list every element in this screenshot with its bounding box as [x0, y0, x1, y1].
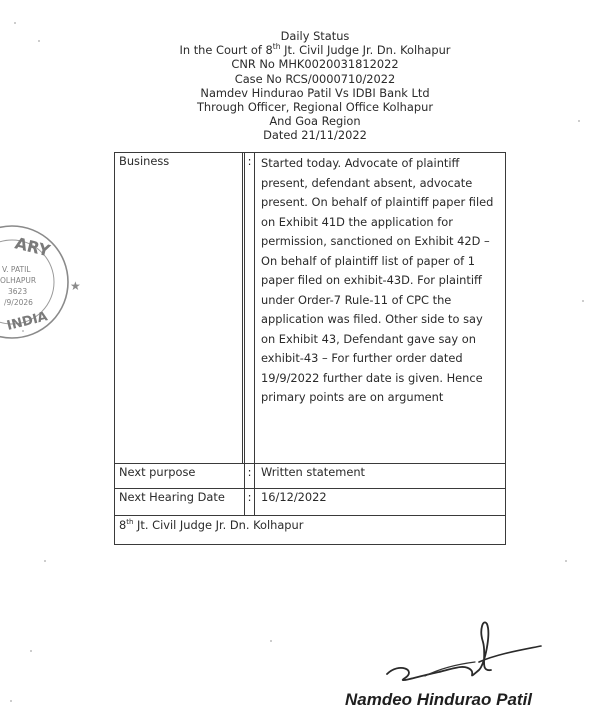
header-case-no: Case No RCS/0000710/2022	[234, 71, 396, 86]
seal-line-2: OLHAPUR	[0, 276, 37, 285]
scan-speckle	[30, 650, 32, 652]
header-title: Daily Status	[280, 29, 350, 43]
scan-speckle	[565, 560, 567, 562]
scan-speckle	[10, 700, 12, 702]
header-cnr: CNR No MHK0020031812022	[231, 57, 399, 72]
scan-speckle	[578, 120, 580, 122]
scan-speckle	[582, 300, 584, 302]
notary-seal	[0, 220, 107, 345]
next-purpose-row	[115, 464, 505, 489]
seal-line-4: /9/2026	[4, 298, 33, 307]
signatory-name: Namdeo Hindurao Patil	[345, 690, 533, 709]
document-header	[110, 29, 520, 143]
next-hearing-label: Next Hearing Date	[115, 489, 245, 515]
header-date: Dated 21/11/2022	[263, 128, 367, 143]
court-name	[115, 516, 307, 544]
business-label: Business	[115, 153, 245, 463]
next-purpose-value: Written statement	[261, 465, 366, 479]
next-hearing-row	[115, 489, 505, 516]
scan-speckle	[270, 640, 272, 642]
scan-speckle	[38, 40, 40, 42]
seal-line-3: 3623	[8, 287, 28, 296]
header-court-sup: th	[272, 42, 281, 52]
header-court	[110, 43, 520, 57]
court-row	[115, 516, 505, 544]
court-sup: th	[126, 518, 134, 527]
header-through: Through Officer, Regional Office Kolhapur	[196, 100, 434, 115]
scan-speckle	[44, 560, 46, 562]
next-hearing-value: 16/12/2022	[261, 490, 327, 504]
business-colon: :	[245, 153, 255, 463]
court-post: Jt. Civil Judge Jr. Dn. Kolhapur	[133, 518, 304, 532]
seal-top-text: ARY	[13, 233, 52, 261]
header-court-pre: In the Court of 8	[179, 43, 273, 58]
seal-line-1: V. PATIL	[2, 265, 31, 274]
court-pre: 8	[119, 518, 127, 532]
header-court-post: Jt. Civil Judge Jr. Dn. Kolhapur	[280, 43, 451, 58]
business-text: Started today. Advocate of plaintiff present, defendant absent, advocate present. On behalf of plaintiff paper filed on Exhibit 41D the application for permission, sanctioned on Exhibit 42D – On behalf of plaintiff list of paper of 1 paper filed on exhibit-43D. For plaintiff under Order-7 Rule-11 of CPC the application was filed. Other side to say on Exhibit 43, Defendant gave say on exhibit-43 – For further order dated 19/9/2022 further date is given. Hence primary points are on argument	[261, 156, 494, 404]
header-parties: Namdev Hindurao Patil Vs IDBI Bank Ltd	[200, 85, 430, 100]
next-hearing-colon: :	[245, 489, 255, 515]
next-purpose-label: Next purpose	[115, 464, 245, 488]
seal-star-icon: ★	[70, 279, 81, 293]
next-purpose-colon: :	[245, 464, 255, 488]
handwritten-signature	[375, 618, 545, 694]
business-row	[115, 153, 505, 464]
status-table	[114, 152, 506, 545]
header-region: And Goa Region	[269, 114, 361, 129]
seal-bottom-text: INDIA	[5, 309, 50, 334]
scan-speckle	[14, 22, 16, 24]
